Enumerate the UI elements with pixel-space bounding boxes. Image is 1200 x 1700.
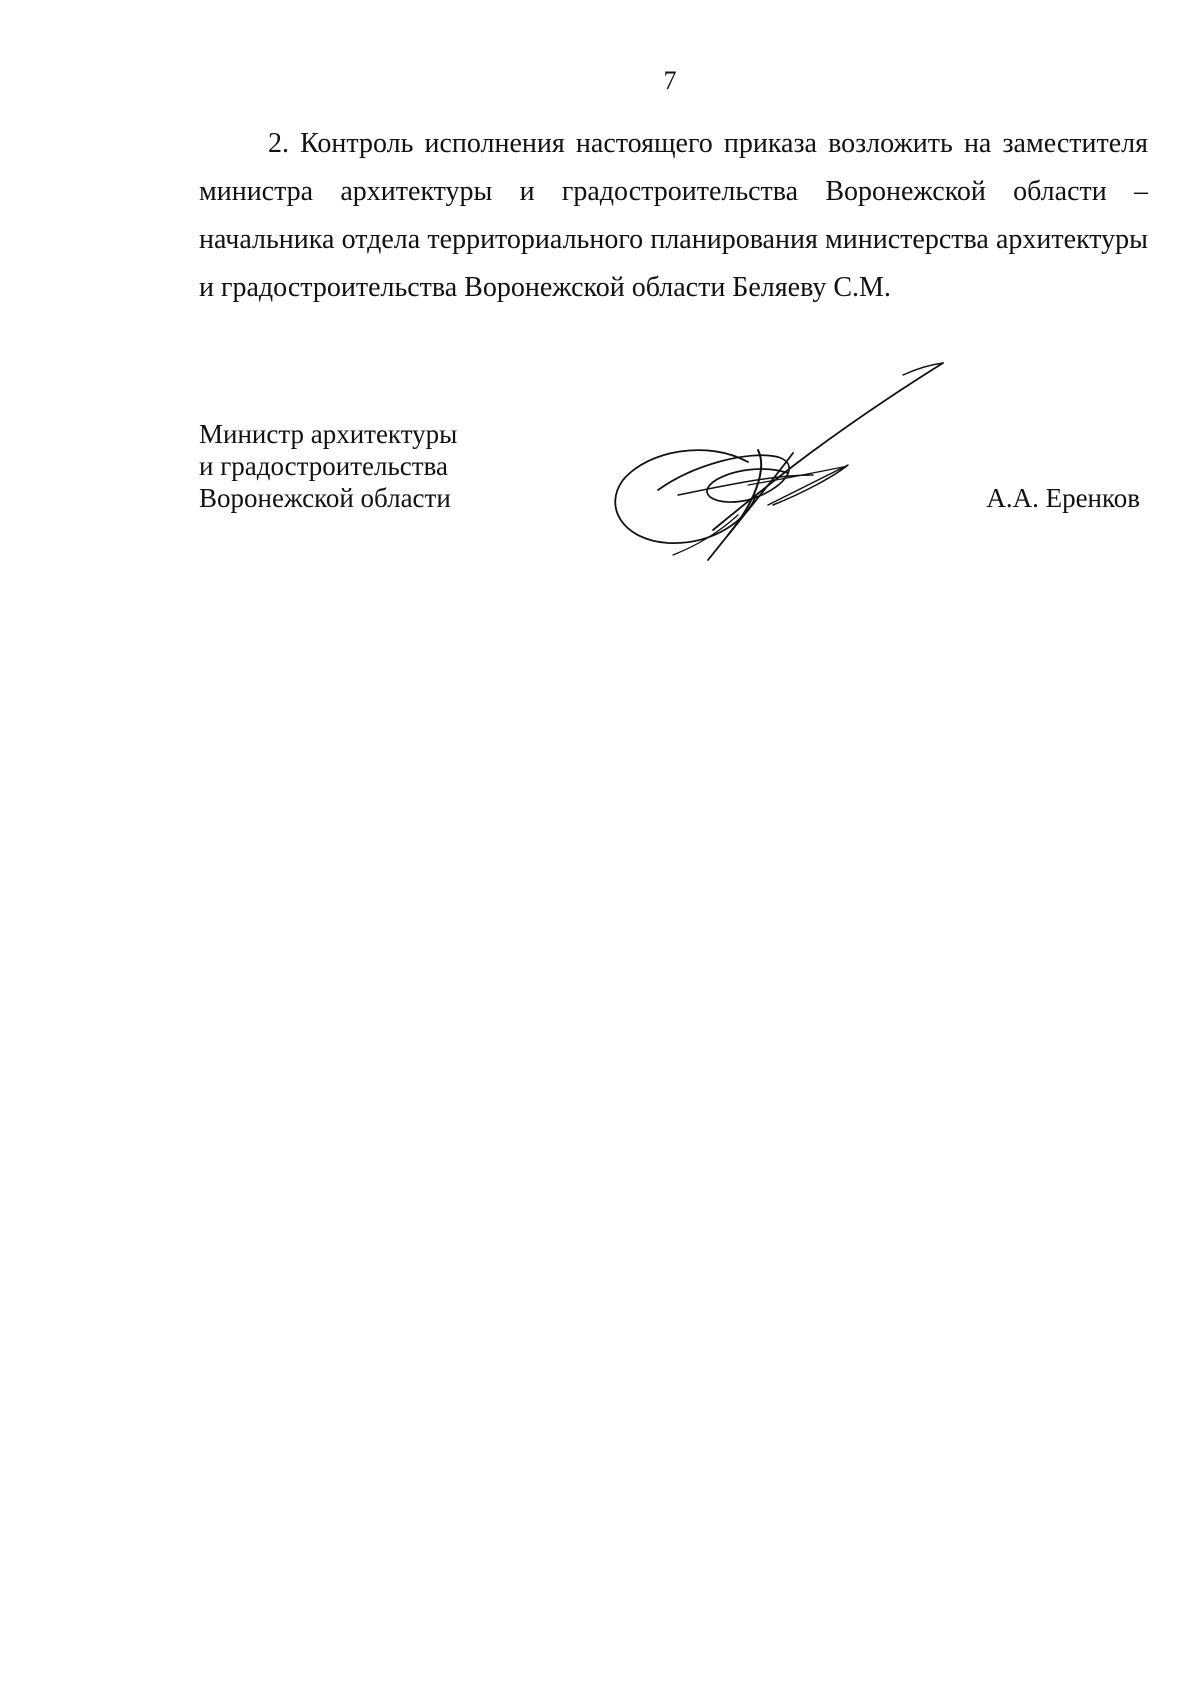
- handwritten-signature: [598, 355, 958, 570]
- signer-position: [199, 418, 457, 514]
- signer-position-line: и градостроительства: [199, 451, 448, 481]
- signer-position-line: Воронежской области: [199, 483, 451, 513]
- order-paragraph: 2. Контроль исполнения настоящего приказа возложить на заместителя министра архитектуры и градостроительства Воронежской области – начальника отдела территориального планирования министерства архитектуры и градостроительства Воронежской области Беляеву С.М.: [199, 128, 1148, 303]
- signer-name: А.А. Еренков: [986, 483, 1140, 513]
- signer-position-line: Министр архитектуры: [199, 419, 458, 449]
- page-number: 7: [663, 66, 677, 95]
